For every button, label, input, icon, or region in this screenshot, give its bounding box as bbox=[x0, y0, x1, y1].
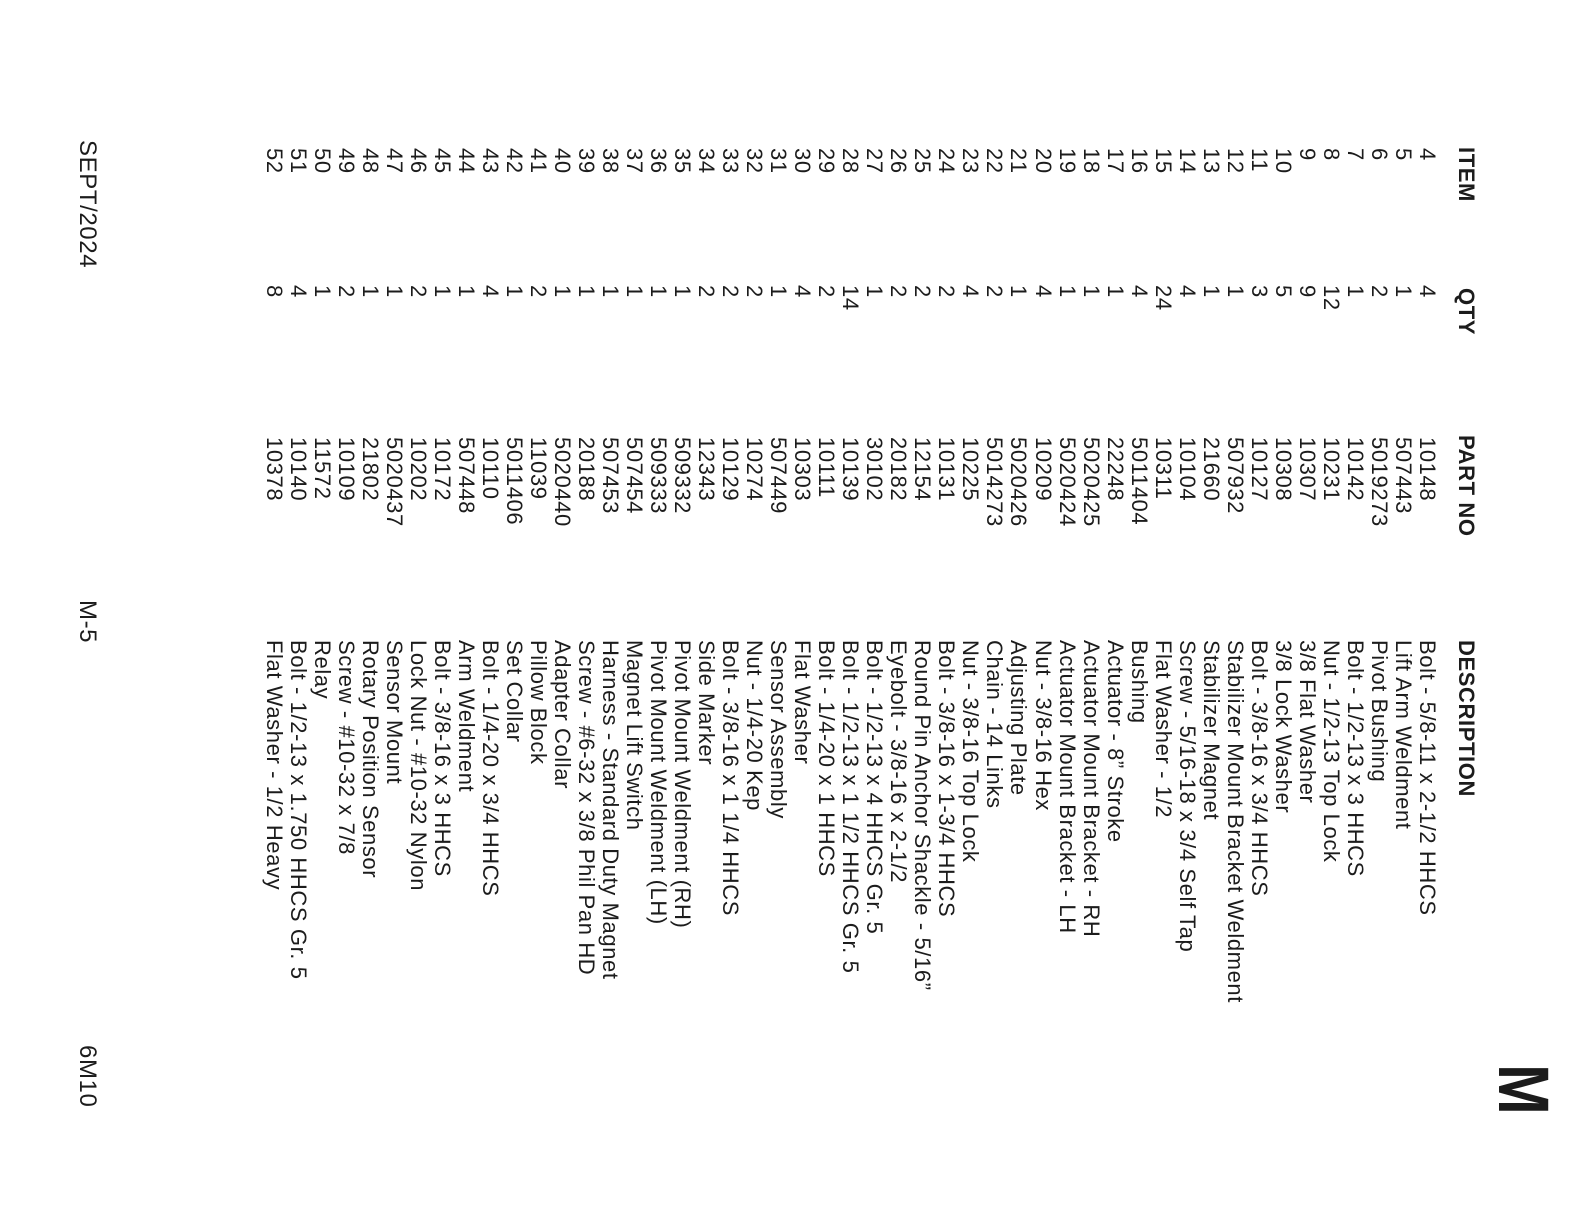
description-cell: Bolt - 1/2-13 x 1 1/2 HHCS Gr. 5 bbox=[838, 640, 864, 974]
part-no-cell: 10308 bbox=[1270, 437, 1296, 502]
description-cell: Nut - 3/8-16 Top Lock bbox=[958, 640, 984, 863]
description-cell: Pillow Block bbox=[525, 640, 551, 765]
description-cell: Bushing bbox=[1126, 640, 1152, 724]
item-cell: 6 bbox=[1366, 148, 1392, 161]
table-row bbox=[550, 0, 574, 1224]
table-row bbox=[1295, 0, 1319, 1224]
table-row bbox=[814, 0, 838, 1224]
part-no-cell: 20182 bbox=[886, 437, 912, 502]
part-no-cell: 5011404 bbox=[1126, 437, 1152, 526]
part-no-cell: 10303 bbox=[790, 437, 816, 502]
qty-cell: 4 bbox=[1174, 285, 1200, 298]
part-no-cell: 11572 bbox=[309, 437, 335, 500]
description-cell: Bolt - 3/8-16 x 1 1/4 HHCS bbox=[718, 640, 744, 917]
qty-cell: 1 bbox=[1006, 285, 1032, 298]
description-cell: Set Collar bbox=[501, 640, 527, 743]
item-cell: 7 bbox=[1342, 148, 1368, 161]
item-cell: 51 bbox=[285, 148, 311, 174]
table-row bbox=[934, 0, 958, 1224]
qty-cell: 1 bbox=[646, 285, 672, 298]
table-row bbox=[766, 0, 790, 1224]
description-cell: Screw - #6-32 x 3/8 Phil Pan HD bbox=[573, 640, 599, 976]
description-cell: 3/8 Flat Washer bbox=[1294, 640, 1320, 804]
description-cell: Actuator Mount Bracket - LH bbox=[1054, 640, 1080, 934]
description-cell: Lift Arm Weldment bbox=[1390, 640, 1416, 830]
table-row bbox=[1031, 0, 1055, 1224]
item-cell: 20 bbox=[1030, 148, 1056, 174]
part-no-cell: 5020424 bbox=[1054, 437, 1080, 527]
qty-cell: 2 bbox=[333, 285, 359, 298]
description-cell: Relay bbox=[309, 640, 335, 700]
item-cell: 14 bbox=[1174, 148, 1200, 174]
item-cell: 39 bbox=[573, 148, 599, 174]
table-row bbox=[1175, 0, 1199, 1224]
qty-cell: 2 bbox=[814, 285, 840, 298]
qty-cell: 1 bbox=[1078, 285, 1104, 298]
description-cell: Bolt - 5/8-11 x 2-1/2 HHCS bbox=[1415, 640, 1440, 916]
qty-cell: 3 bbox=[1246, 285, 1272, 298]
item-cell: 44 bbox=[453, 148, 479, 174]
description-cell: Side Marker bbox=[694, 640, 720, 766]
qty-cell: 1 bbox=[549, 285, 575, 298]
table-row bbox=[1343, 0, 1367, 1224]
part-no-cell: 5020437 bbox=[381, 437, 407, 527]
qty-cell: 14 bbox=[838, 285, 864, 311]
description-cell: Magnet Lift Switch bbox=[622, 640, 648, 831]
item-cell: 29 bbox=[814, 148, 840, 174]
table-row bbox=[862, 0, 886, 1224]
item-cell: 13 bbox=[1198, 148, 1224, 174]
part-no-cell: 5011406 bbox=[501, 437, 527, 526]
description-cell: Bolt - 1/2-13 x 1.750 HHCS Gr. 5 bbox=[285, 640, 311, 980]
item-cell: 23 bbox=[958, 148, 984, 174]
footer-date: SEPT/2024 bbox=[74, 140, 101, 269]
item-cell: 17 bbox=[1102, 148, 1128, 174]
item-cell: 48 bbox=[357, 148, 383, 174]
qty-cell: 2 bbox=[1366, 285, 1392, 298]
qty-cell: 2 bbox=[742, 285, 768, 298]
qty-cell: 5 bbox=[1270, 285, 1296, 298]
part-no-cell: 5014273 bbox=[982, 437, 1008, 527]
qty-cell: 4 bbox=[477, 285, 503, 298]
table-row bbox=[622, 0, 646, 1224]
item-cell: 32 bbox=[742, 148, 768, 174]
description-cell: Pivot Bushing bbox=[1366, 640, 1392, 783]
qty-cell: 1 bbox=[1102, 285, 1128, 298]
qty-cell: 4 bbox=[790, 285, 816, 298]
part-no-cell: 10104 bbox=[1174, 437, 1200, 502]
item-cell: 4 bbox=[1415, 148, 1440, 161]
footer-doc-code: 6M10 bbox=[74, 1045, 101, 1108]
description-cell: Eyebolt - 3/8-16 x 2-1/2 bbox=[886, 640, 912, 884]
part-no-cell: 10140 bbox=[285, 437, 311, 502]
table-row bbox=[454, 0, 478, 1224]
item-cell: 10 bbox=[1270, 148, 1296, 174]
description-cell: Pivot Mount Weldment (LH) bbox=[646, 640, 672, 925]
qty-cell: 1 bbox=[670, 285, 696, 298]
description-cell: Bolt - 3/8-16 x 3/4 HHCS bbox=[1246, 640, 1272, 897]
part-no-cell: 10209 bbox=[1030, 437, 1056, 502]
part-no-cell: 10127 bbox=[1246, 437, 1272, 502]
table-row bbox=[1223, 0, 1247, 1224]
qty-cell: 1 bbox=[573, 285, 599, 298]
item-cell: 50 bbox=[309, 148, 335, 174]
item-cell: 15 bbox=[1150, 148, 1176, 174]
part-no-cell: 10129 bbox=[718, 437, 744, 502]
table-row bbox=[886, 0, 910, 1224]
item-cell: 25 bbox=[910, 148, 936, 174]
item-cell: 34 bbox=[694, 148, 720, 174]
part-no-cell: 10139 bbox=[838, 437, 864, 502]
part-no-cell: 10231 bbox=[1318, 437, 1344, 502]
qty-cell: 1 bbox=[309, 285, 335, 298]
part-no-cell: 30102 bbox=[862, 437, 888, 502]
table-row bbox=[1415, 0, 1439, 1224]
qty-cell: 1 bbox=[501, 285, 527, 298]
part-no-cell: 11039 bbox=[525, 437, 551, 500]
description-cell: Bolt - 1/4-20 x 3/4 HHCS bbox=[477, 640, 503, 897]
item-cell: 31 bbox=[766, 148, 792, 174]
description-cell: Bolt - 3/8-16 x 1-3/4 HHCS bbox=[934, 640, 960, 918]
qty-cell: 1 bbox=[862, 285, 888, 298]
table-row bbox=[1127, 0, 1151, 1224]
part-no-cell: 5020425 bbox=[1078, 437, 1104, 527]
part-no-cell: 10274 bbox=[742, 437, 768, 502]
description-cell: Actuator Mount Bracket - RH bbox=[1078, 640, 1104, 938]
qty-cell: 1 bbox=[1390, 285, 1416, 298]
item-cell: 11 bbox=[1246, 148, 1272, 173]
table-row bbox=[1367, 0, 1391, 1224]
table-row bbox=[262, 0, 286, 1224]
description-cell: Flat Washer - 1/2 Heavy bbox=[261, 640, 287, 891]
part-no-cell: 10142 bbox=[1342, 437, 1368, 502]
description-cell: Bolt - 1/4-20 x 1 HHCS bbox=[814, 640, 840, 877]
part-no-cell: 10109 bbox=[333, 437, 359, 502]
qty-cell: 1 bbox=[381, 285, 407, 298]
part-no-cell: 507932 bbox=[1222, 437, 1248, 515]
description-cell: Sensor Assembly bbox=[766, 640, 792, 819]
table-row bbox=[838, 0, 862, 1224]
table-row bbox=[790, 0, 814, 1224]
item-cell: 27 bbox=[862, 148, 888, 174]
description-cell: Nut - 3/8-16 Hex bbox=[1030, 640, 1056, 812]
part-no-cell: 509332 bbox=[670, 437, 696, 515]
description-cell: Screw - 5/16-18 x 3/4 Self Tap bbox=[1174, 640, 1200, 953]
item-cell: 19 bbox=[1054, 148, 1080, 174]
part-no-cell: 509333 bbox=[646, 437, 672, 515]
qty-cell: 1 bbox=[1198, 285, 1224, 298]
qty-cell: 1 bbox=[1342, 285, 1368, 298]
item-cell: 21 bbox=[1006, 148, 1032, 174]
description-cell: Sensor Mount bbox=[381, 640, 407, 785]
part-no-cell: 5020426 bbox=[1006, 437, 1032, 527]
table-row bbox=[1055, 0, 1079, 1224]
item-cell: 37 bbox=[622, 148, 648, 174]
item-cell: 41 bbox=[525, 148, 551, 174]
table-row bbox=[574, 0, 598, 1224]
table-row bbox=[310, 0, 334, 1224]
table-row bbox=[478, 0, 502, 1224]
table-row bbox=[910, 0, 934, 1224]
item-cell: 47 bbox=[381, 148, 407, 174]
column-header-part-no: PART NO bbox=[1454, 435, 1479, 537]
item-cell: 35 bbox=[670, 148, 696, 174]
item-cell: 5 bbox=[1390, 148, 1416, 161]
part-no-cell: 10378 bbox=[261, 437, 287, 502]
part-no-cell: 507454 bbox=[622, 437, 648, 515]
qty-cell: 1 bbox=[766, 285, 792, 298]
item-cell: 42 bbox=[501, 148, 527, 174]
item-cell: 33 bbox=[718, 148, 744, 174]
qty-cell: 1 bbox=[357, 285, 383, 298]
column-header-qty: QTY bbox=[1454, 288, 1479, 336]
table-row bbox=[718, 0, 742, 1224]
part-no-cell: 22248 bbox=[1102, 437, 1128, 502]
qty-cell: 9 bbox=[1294, 285, 1320, 298]
description-cell: Bolt - 1/2-13 x 4 HHCS Gr. 5 bbox=[862, 640, 888, 935]
item-cell: 30 bbox=[790, 148, 816, 174]
description-cell: Stabilizer Mount Bracket Weldment bbox=[1222, 640, 1248, 1003]
qty-cell: 2 bbox=[910, 285, 936, 298]
part-no-cell: 10172 bbox=[429, 437, 455, 502]
description-cell: Bolt - 3/8-16 x 3 HHCS bbox=[429, 640, 455, 877]
qty-cell: 2 bbox=[934, 285, 960, 298]
table-row bbox=[502, 0, 526, 1224]
description-cell: Chain - 14 Links bbox=[982, 640, 1008, 809]
qty-cell: 2 bbox=[982, 285, 1008, 298]
description-cell: Bolt - 1/2-13 x 3 HHCS bbox=[1342, 640, 1368, 877]
description-cell: Screw - #10-32 x 7/8 bbox=[333, 640, 359, 855]
part-no-cell: 20188 bbox=[573, 437, 599, 502]
item-cell: 8 bbox=[1318, 148, 1344, 161]
footer-page-number: M-5 bbox=[74, 600, 101, 644]
item-cell: 49 bbox=[333, 148, 359, 174]
item-cell: 36 bbox=[646, 148, 672, 174]
item-cell: 46 bbox=[405, 148, 431, 174]
qty-cell: 2 bbox=[694, 285, 720, 298]
table-row bbox=[1007, 0, 1031, 1224]
part-no-cell: 10110 bbox=[477, 437, 503, 500]
table-row bbox=[670, 0, 694, 1224]
description-cell: Harness - Standard Duty Magnet bbox=[597, 640, 623, 980]
table-row bbox=[382, 0, 406, 1224]
part-no-cell: 507449 bbox=[766, 437, 792, 515]
item-cell: 45 bbox=[429, 148, 455, 174]
qty-cell: 2 bbox=[886, 285, 912, 298]
part-no-cell: 507448 bbox=[453, 437, 479, 515]
description-cell: Round Pin Anchor Shackle - 5/16” bbox=[910, 640, 936, 991]
table-row bbox=[694, 0, 718, 1224]
qty-cell: 4 bbox=[958, 285, 984, 298]
qty-cell: 1 bbox=[453, 285, 479, 298]
table-row bbox=[430, 0, 454, 1224]
part-no-cell: 10202 bbox=[405, 437, 431, 502]
description-cell: Nut - 1/2-13 Top Lock bbox=[1318, 640, 1344, 863]
part-no-cell: 507443 bbox=[1390, 437, 1416, 515]
column-header-description: DESCRIPTION bbox=[1454, 640, 1479, 797]
qty-cell: 4 bbox=[1030, 285, 1056, 298]
table-row bbox=[358, 0, 382, 1224]
qty-cell: 2 bbox=[718, 285, 744, 298]
part-no-cell: 10225 bbox=[958, 437, 984, 502]
qty-cell: 4 bbox=[1126, 285, 1152, 298]
item-cell: 28 bbox=[838, 148, 864, 174]
column-header-item: ITEM bbox=[1454, 147, 1479, 202]
qty-cell: 8 bbox=[261, 285, 287, 298]
qty-cell: 2 bbox=[525, 285, 551, 298]
qty-cell: 12 bbox=[1318, 285, 1344, 311]
part-no-cell: 10148 bbox=[1415, 437, 1440, 502]
part-no-cell: 12154 bbox=[910, 437, 936, 502]
qty-cell: 2 bbox=[405, 285, 431, 298]
qty-cell: 1 bbox=[1222, 285, 1248, 298]
item-cell: 43 bbox=[477, 148, 503, 174]
qty-cell: 1 bbox=[429, 285, 455, 298]
description-cell: Lock Nut - #10-32 Nylon bbox=[405, 640, 431, 892]
qty-cell: 1 bbox=[597, 285, 623, 298]
part-no-cell: 21802 bbox=[357, 437, 383, 502]
table-row bbox=[1319, 0, 1343, 1224]
item-cell: 40 bbox=[549, 148, 575, 174]
section-tab-letter: M bbox=[1483, 1064, 1562, 1116]
table-row bbox=[982, 0, 1006, 1224]
description-cell: Flat Washer - 1/2 bbox=[1150, 640, 1176, 819]
table-row bbox=[1271, 0, 1295, 1224]
table-row bbox=[286, 0, 310, 1224]
item-cell: 22 bbox=[982, 148, 1008, 174]
part-no-cell: 10311 bbox=[1150, 437, 1176, 500]
description-cell: 3/8 Lock Washer bbox=[1270, 640, 1296, 814]
table-row bbox=[406, 0, 430, 1224]
item-cell: 52 bbox=[261, 148, 287, 174]
description-cell: Adapter Collar bbox=[549, 640, 575, 790]
qty-cell: 4 bbox=[285, 285, 311, 298]
part-no-cell: 10111 bbox=[814, 437, 840, 498]
part-no-cell: 5019273 bbox=[1366, 437, 1392, 527]
item-cell: 24 bbox=[934, 148, 960, 174]
qty-cell: 24 bbox=[1150, 285, 1176, 311]
part-no-cell: 10307 bbox=[1294, 437, 1320, 502]
qty-cell: 1 bbox=[1054, 285, 1080, 298]
qty-cell: 4 bbox=[1415, 285, 1440, 298]
description-cell: Flat Washer bbox=[790, 640, 816, 765]
part-no-cell: 12343 bbox=[694, 437, 720, 502]
item-cell: 9 bbox=[1294, 148, 1320, 161]
part-no-cell: 507453 bbox=[597, 437, 623, 515]
qty-cell: 1 bbox=[622, 285, 648, 298]
description-cell: Rotary Position Sensor bbox=[357, 640, 383, 879]
item-cell: 18 bbox=[1078, 148, 1104, 174]
table-row bbox=[958, 0, 982, 1224]
description-cell: Stabilizer Magnet bbox=[1198, 640, 1224, 821]
item-cell: 16 bbox=[1126, 148, 1152, 174]
description-cell: Actuator - 8” Stroke bbox=[1102, 640, 1128, 843]
table-row bbox=[1103, 0, 1127, 1224]
part-no-cell: 5020440 bbox=[549, 437, 575, 527]
table-row bbox=[598, 0, 622, 1224]
description-cell: Adjusting Plate bbox=[1006, 640, 1032, 796]
table-row bbox=[646, 0, 670, 1224]
part-no-cell: 21660 bbox=[1198, 437, 1224, 502]
table-row bbox=[526, 0, 550, 1224]
part-no-cell: 10131 bbox=[934, 437, 960, 502]
table-row bbox=[1151, 0, 1175, 1224]
item-cell: 12 bbox=[1222, 148, 1248, 174]
item-cell: 26 bbox=[886, 148, 912, 174]
table-row bbox=[334, 0, 358, 1224]
description-cell: Nut - 1/4-20 Kep bbox=[742, 640, 768, 812]
table-row bbox=[742, 0, 766, 1224]
description-cell: Pivot Mount Weldment (RH) bbox=[670, 640, 696, 929]
table-row bbox=[1079, 0, 1103, 1224]
table-row bbox=[1391, 0, 1415, 1224]
item-cell: 38 bbox=[597, 148, 623, 174]
table-row bbox=[1199, 0, 1223, 1224]
description-cell: Arm Weldment bbox=[453, 640, 479, 793]
table-row bbox=[1247, 0, 1271, 1224]
